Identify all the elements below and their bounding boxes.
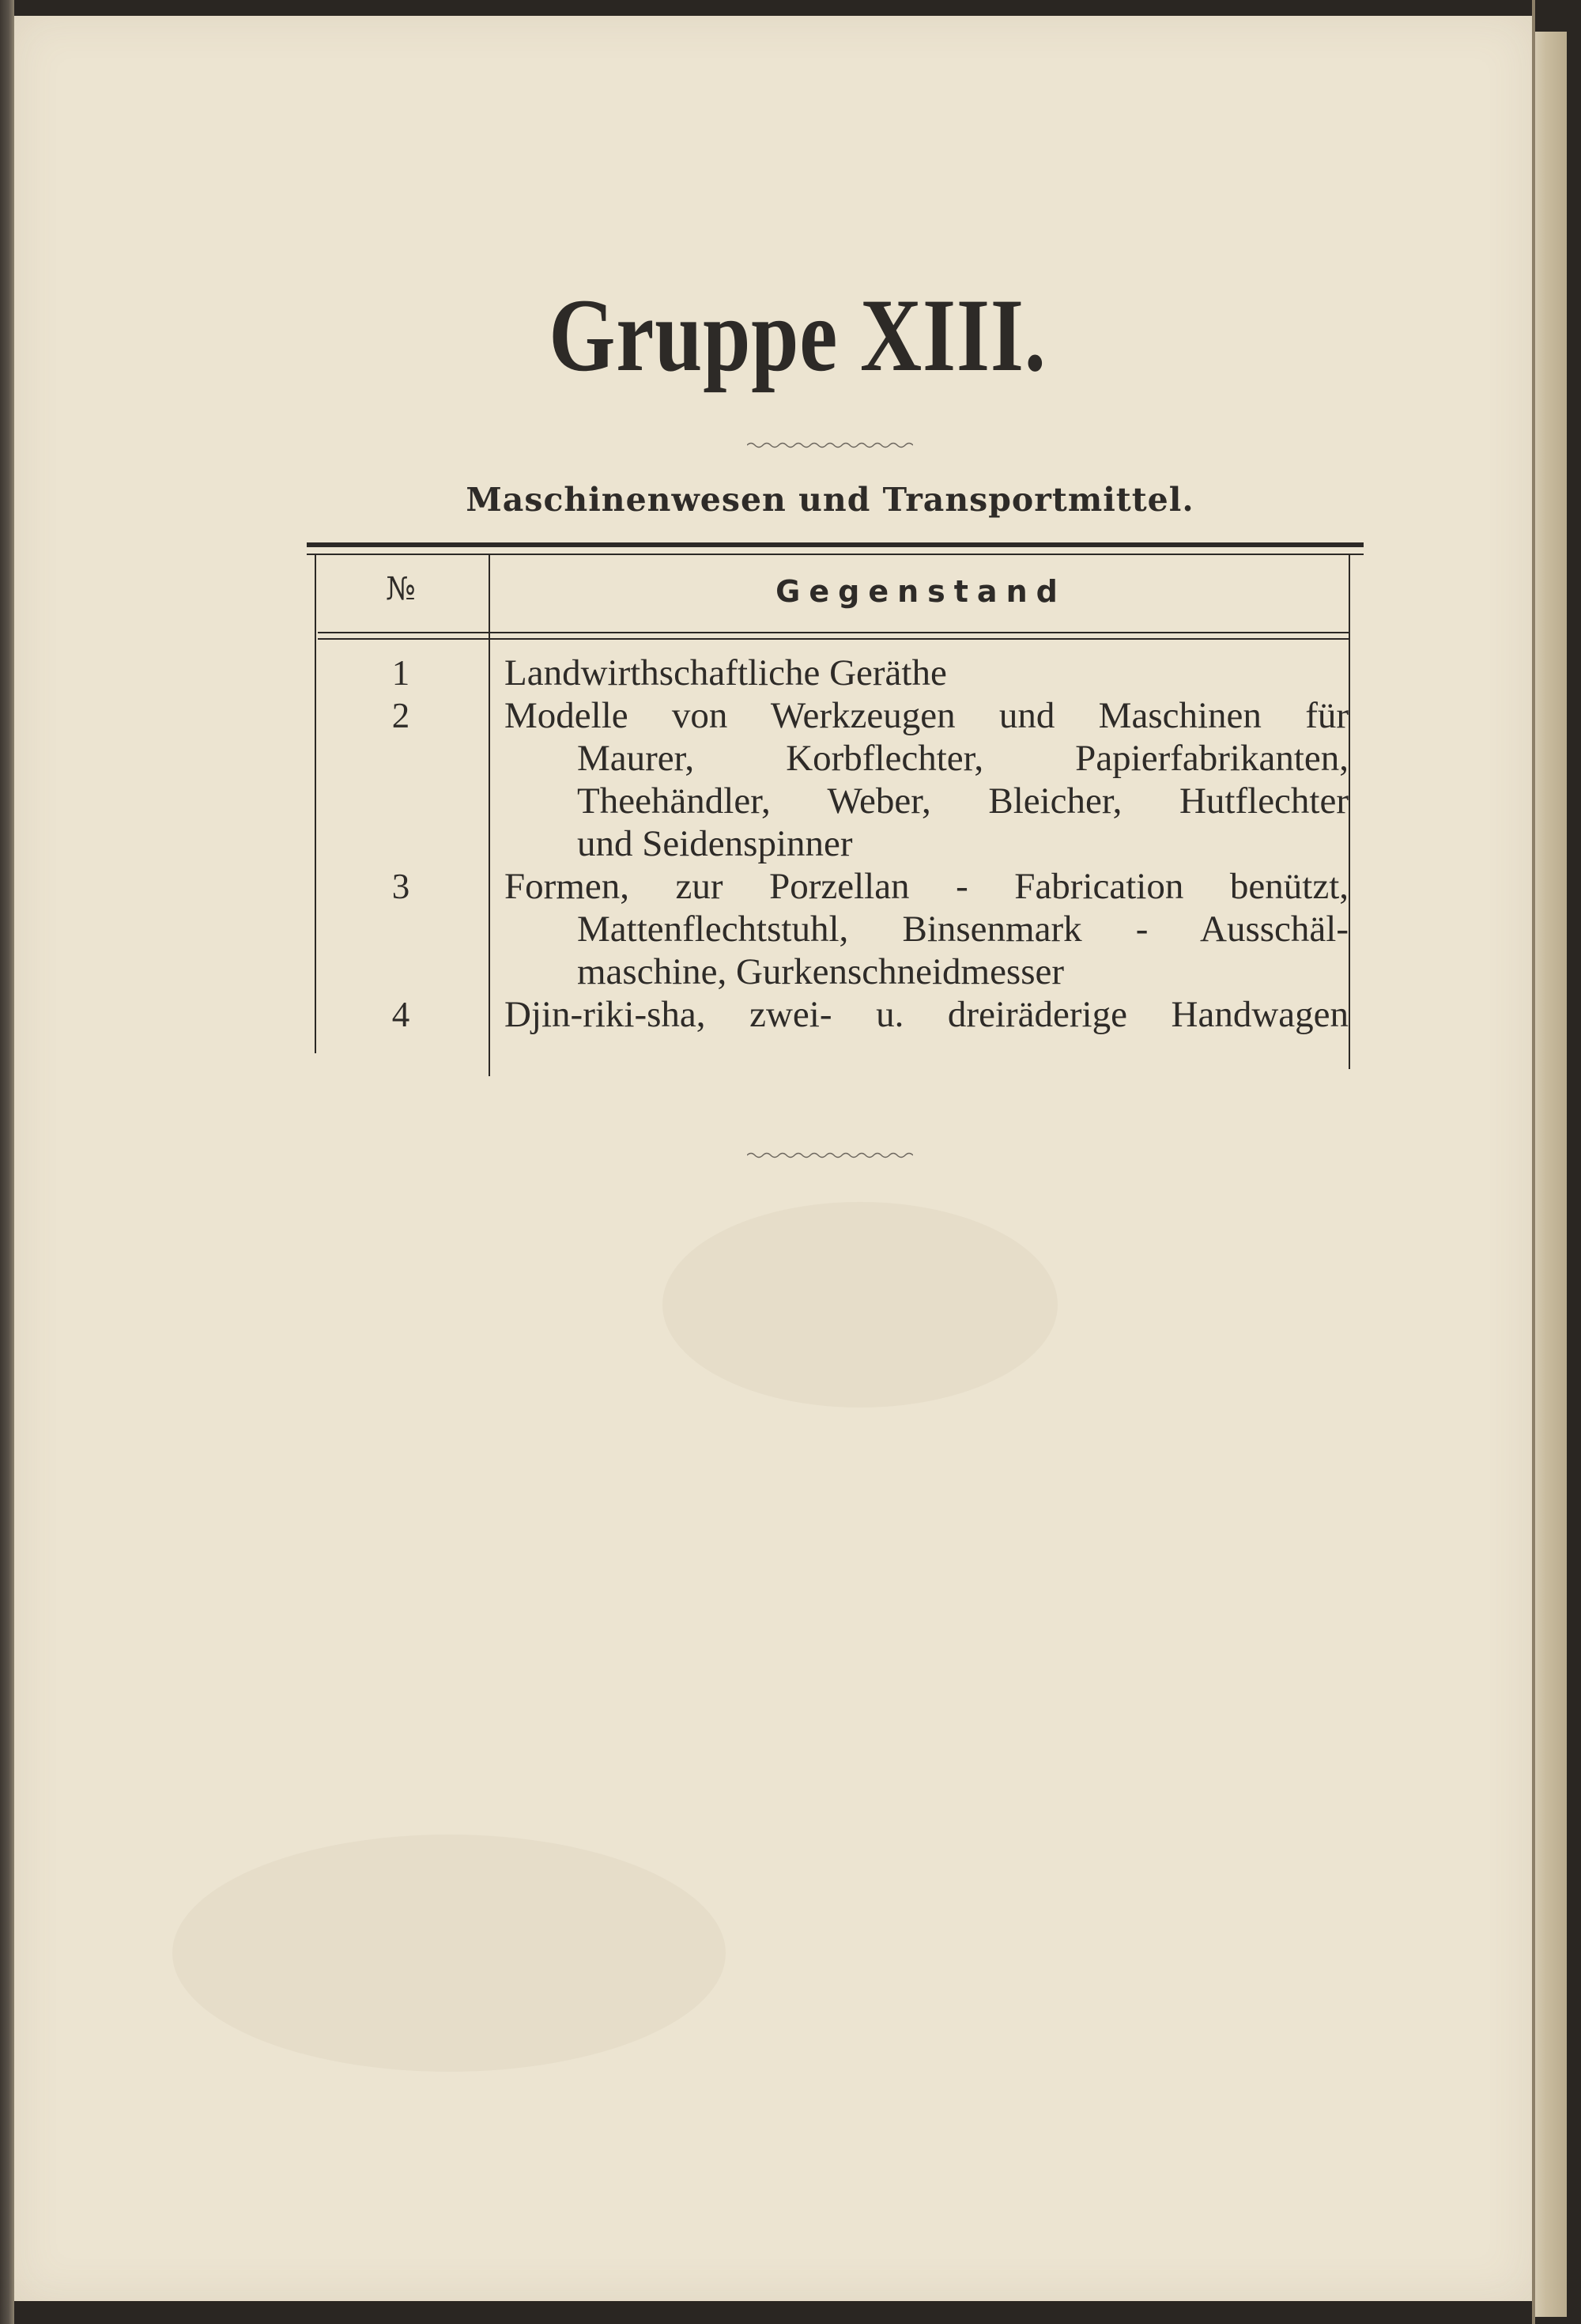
header-separator-rule-thin — [318, 638, 1350, 640]
row-line: Modelle von Werkzeugen und Maschinen für — [504, 695, 1349, 736]
header-separator-rule — [318, 632, 1350, 633]
paper-stain — [172, 1835, 726, 2072]
row-number: 4 — [391, 995, 410, 1034]
row-line: Theehändler, Weber, Bleicher, Hutflechter — [577, 780, 1349, 822]
row-line: maschine, Gurkenschneidmesser — [577, 951, 1065, 992]
header-subject: Gegenstand — [775, 574, 1066, 609]
group-title: Gruppe XIII. — [549, 277, 1047, 393]
table-top-rule-thin — [307, 554, 1364, 555]
row-line: Landwirthschaftliche Geräthe — [504, 652, 947, 693]
paper-stain — [662, 1202, 1058, 1408]
group-subtitle: Maschinenwesen und Transportmittel. — [466, 481, 1194, 519]
row-line: Mattenflechtstuhl, Binsenmark - Ausschäl- — [577, 909, 1349, 950]
row-subject — [504, 993, 1349, 1036]
row-line: und Seidenspinner — [577, 823, 853, 864]
header-number: № — [386, 571, 416, 607]
table-row — [307, 993, 1364, 1036]
page-fold-line — [1532, 0, 1535, 2324]
table-row — [307, 694, 1364, 865]
row-line: Maurer, Korbflechter, Papierfabrikanten, — [577, 738, 1349, 779]
table-top-rule-thick — [307, 542, 1364, 547]
wavy-ornament-bottom — [747, 1151, 913, 1160]
row-subject — [504, 694, 1349, 865]
items-table — [307, 542, 1364, 1064]
row-line: Djin-riki-sha, zwei- u. dreiräderige Handwagen — [504, 994, 1349, 1035]
table-row — [307, 652, 1364, 694]
row-line: Formen, zur Porzellan - Fabrication benützt, — [504, 866, 1349, 907]
row-number: 2 — [391, 696, 410, 735]
row-subject — [504, 865, 1349, 993]
page-edge — [1532, 32, 1567, 2317]
wavy-ornament-top — [747, 440, 913, 450]
table-body — [307, 652, 1364, 1036]
row-number: 3 — [391, 867, 410, 906]
row-number: 1 — [391, 653, 410, 693]
table-row — [307, 865, 1364, 993]
book-binding-left — [0, 0, 14, 2324]
row-subject — [504, 652, 1349, 694]
